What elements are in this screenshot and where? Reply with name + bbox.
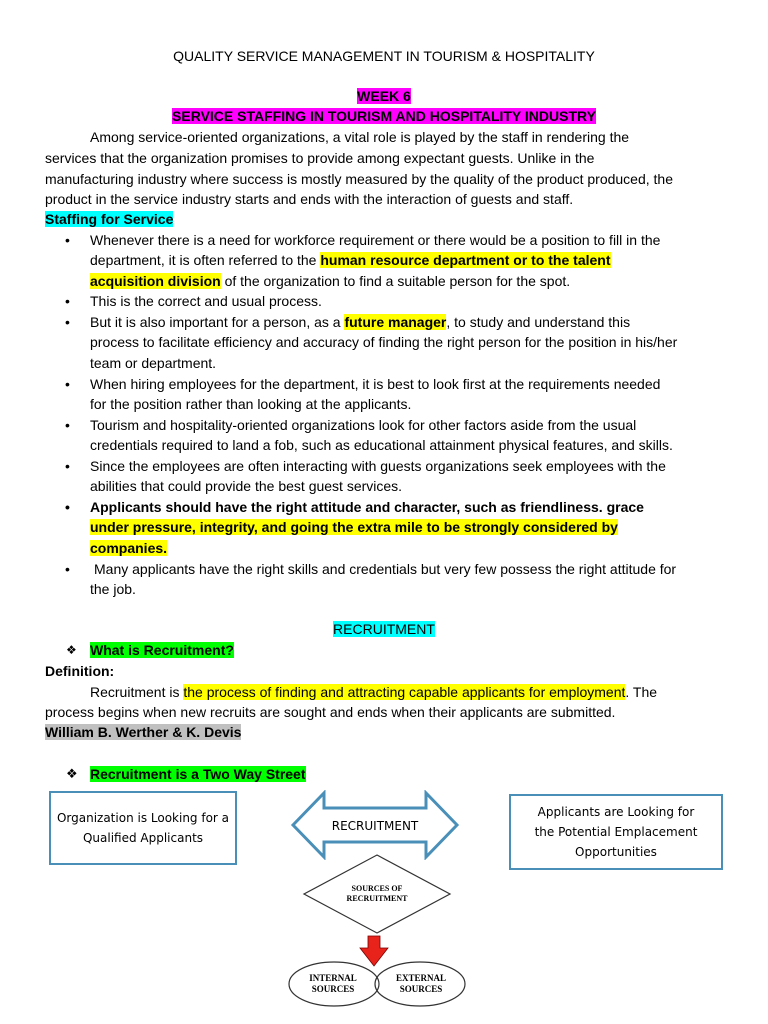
staffing-heading (45, 209, 173, 229)
what-is-recruitment-text: What is Recruitment? (90, 642, 234, 658)
applicants-box-text (535, 802, 698, 862)
bullet-marker: • (65, 499, 70, 515)
recruitment-heading (0, 619, 768, 639)
bullet-1-line-3 (90, 271, 570, 291)
two-way-street-heading (90, 764, 306, 784)
bullet-6-line-2: abilities that could provide the best guest services. (90, 478, 403, 494)
applicants-box (509, 794, 723, 870)
down-arrow-icon (360, 936, 388, 966)
bullet-8-line-1: Many applicants have the right skills and credentials but very few possess the right attitude for (94, 561, 677, 577)
bullet-5-line-2: credentials required to land a fob, such as educational attainment physical features, and skills. (90, 437, 673, 453)
definition-label: Definition: (45, 663, 115, 679)
bullet-3-line-3: team or department. (90, 355, 217, 371)
week-label: WEEK 6 (357, 88, 411, 104)
what-is-recruitment (90, 640, 234, 660)
bullet-marker: • (65, 293, 70, 309)
bullet-1-text-end: of the organization to find a suitable person for the spot. (220, 273, 571, 289)
hr-department-highlight: human resource department or to the talent (320, 252, 611, 268)
definition-text: Recruitment is (90, 684, 184, 700)
definition-text-end: . The (625, 684, 658, 700)
bullet-marker: • (65, 232, 70, 248)
bullet-3-text-end: , to study and understand this (446, 314, 631, 330)
bullet-4-line-1: When hiring employees for the department, it is best to look first at the requirements needed (90, 376, 661, 392)
section-title (0, 106, 768, 126)
bullet-3-line-2: process to facilitate efficiency and accuracy of finding the right person for the position in his/her (90, 334, 678, 350)
external-line-2: SOURCES (399, 984, 443, 994)
internal-line-1: INTERNAL (309, 973, 357, 983)
week-heading (0, 86, 768, 106)
section-title-text: SERVICE STAFFING IN TOURISM AND HOSPITALITY INDUSTRY (172, 108, 596, 124)
definition-highlight: the process of finding and attracting capable applicants for employment (183, 684, 626, 700)
staffing-heading-text: Staffing for Service (45, 211, 174, 227)
applicants-box-line-3: Opportunities (575, 845, 657, 859)
document-title: QUALITY SERVICE MANAGEMENT IN TOURISM & HOSPITALITY (173, 48, 595, 64)
diamond-line-2: RECRUITMENT (346, 894, 408, 903)
organization-box-line-1: Organization is Looking for a (56, 811, 230, 825)
bullet-marker: • (65, 314, 70, 330)
organization-box-text (57, 808, 229, 848)
diamond-bullet-icon: ❖ (66, 766, 78, 781)
definition-line-2: process begins when new recruits are sought and ends when their applicants are submitted. (45, 704, 616, 720)
organization-box (49, 791, 237, 865)
two-way-street-text: Recruitment is a Two Way Street (90, 766, 306, 782)
bullet-1-line-1: Whenever there is a need for workforce requirement or there would be a position to fill in the (90, 232, 661, 248)
bullet-marker: • (65, 561, 70, 577)
arrow-label: RECRUITMENT (331, 819, 419, 833)
intro-line-4: product in the service industry starts and ends with the interaction of guests and staff. (45, 191, 574, 207)
intro-line-1: Among service-oriented organizations, a vital role is played by the staff in rendering the (90, 129, 630, 145)
applicants-box-line-2: the Potential Emplacement (534, 825, 698, 839)
bullet-1-line-2 (90, 250, 611, 270)
intro-line-2: services that the organization promises to provide among expectant guests. Unlike in the (45, 150, 595, 166)
bullet-marker: • (65, 376, 70, 392)
citation (45, 722, 241, 742)
talent-acquisition-highlight: acquisition division (90, 273, 221, 289)
bullet-4-line-2: for the position rather than looking at the applicants. (90, 396, 412, 412)
bullet-3-text: But it is also important for a person, as a (90, 314, 345, 330)
intro-line-3: manufacturing industry where success is mostly measured by the quality of the product produced, the (45, 171, 673, 187)
bullet-5-line-1: Tourism and hospitality-oriented organizations look for other factors aside from the usual (90, 417, 637, 433)
bullet-7-line-3 (90, 538, 167, 558)
sources-diagram (280, 850, 480, 1024)
external-line-1: EXTERNAL (395, 973, 447, 983)
citation-text: William B. Werther & K. Devis (45, 724, 242, 740)
bullet-7-line-1: Applicants should have the right attitude and character, such as friendliness. grace (90, 499, 644, 515)
bullet-6-line-1: Since the employees are often interacting with guests organizations seek employees with the (90, 458, 666, 474)
bullet-8-line-2: the job. (90, 581, 136, 597)
bullet-marker: • (65, 417, 70, 433)
bullet-3-line-1 (90, 312, 630, 332)
diamond-bullet-icon: ❖ (66, 643, 77, 657)
organization-box-line-2: Qualified Applicants (82, 831, 204, 845)
diamond-line-1: SOURCES OF (351, 884, 403, 893)
bullet-7-line-2 (90, 517, 618, 537)
internal-line-2: SOURCES (311, 984, 355, 994)
bullet-marker: • (65, 458, 70, 474)
bullet-1-text: department, it is often referred to the (90, 252, 321, 268)
applicants-box-line-1: Applicants are Looking for (537, 805, 695, 819)
bullet-7-line-2-text: under pressure, integrity, and going the extra mile to be strongly considered by (90, 519, 618, 535)
bullet-7-line-3-text: companies. (90, 540, 168, 556)
bullet-2-line-1: This is the correct and usual process. (90, 293, 322, 309)
future-manager-highlight: future manager (344, 314, 447, 330)
definition-line-1 (90, 682, 657, 702)
recruitment-heading-text: RECRUITMENT (333, 621, 435, 637)
